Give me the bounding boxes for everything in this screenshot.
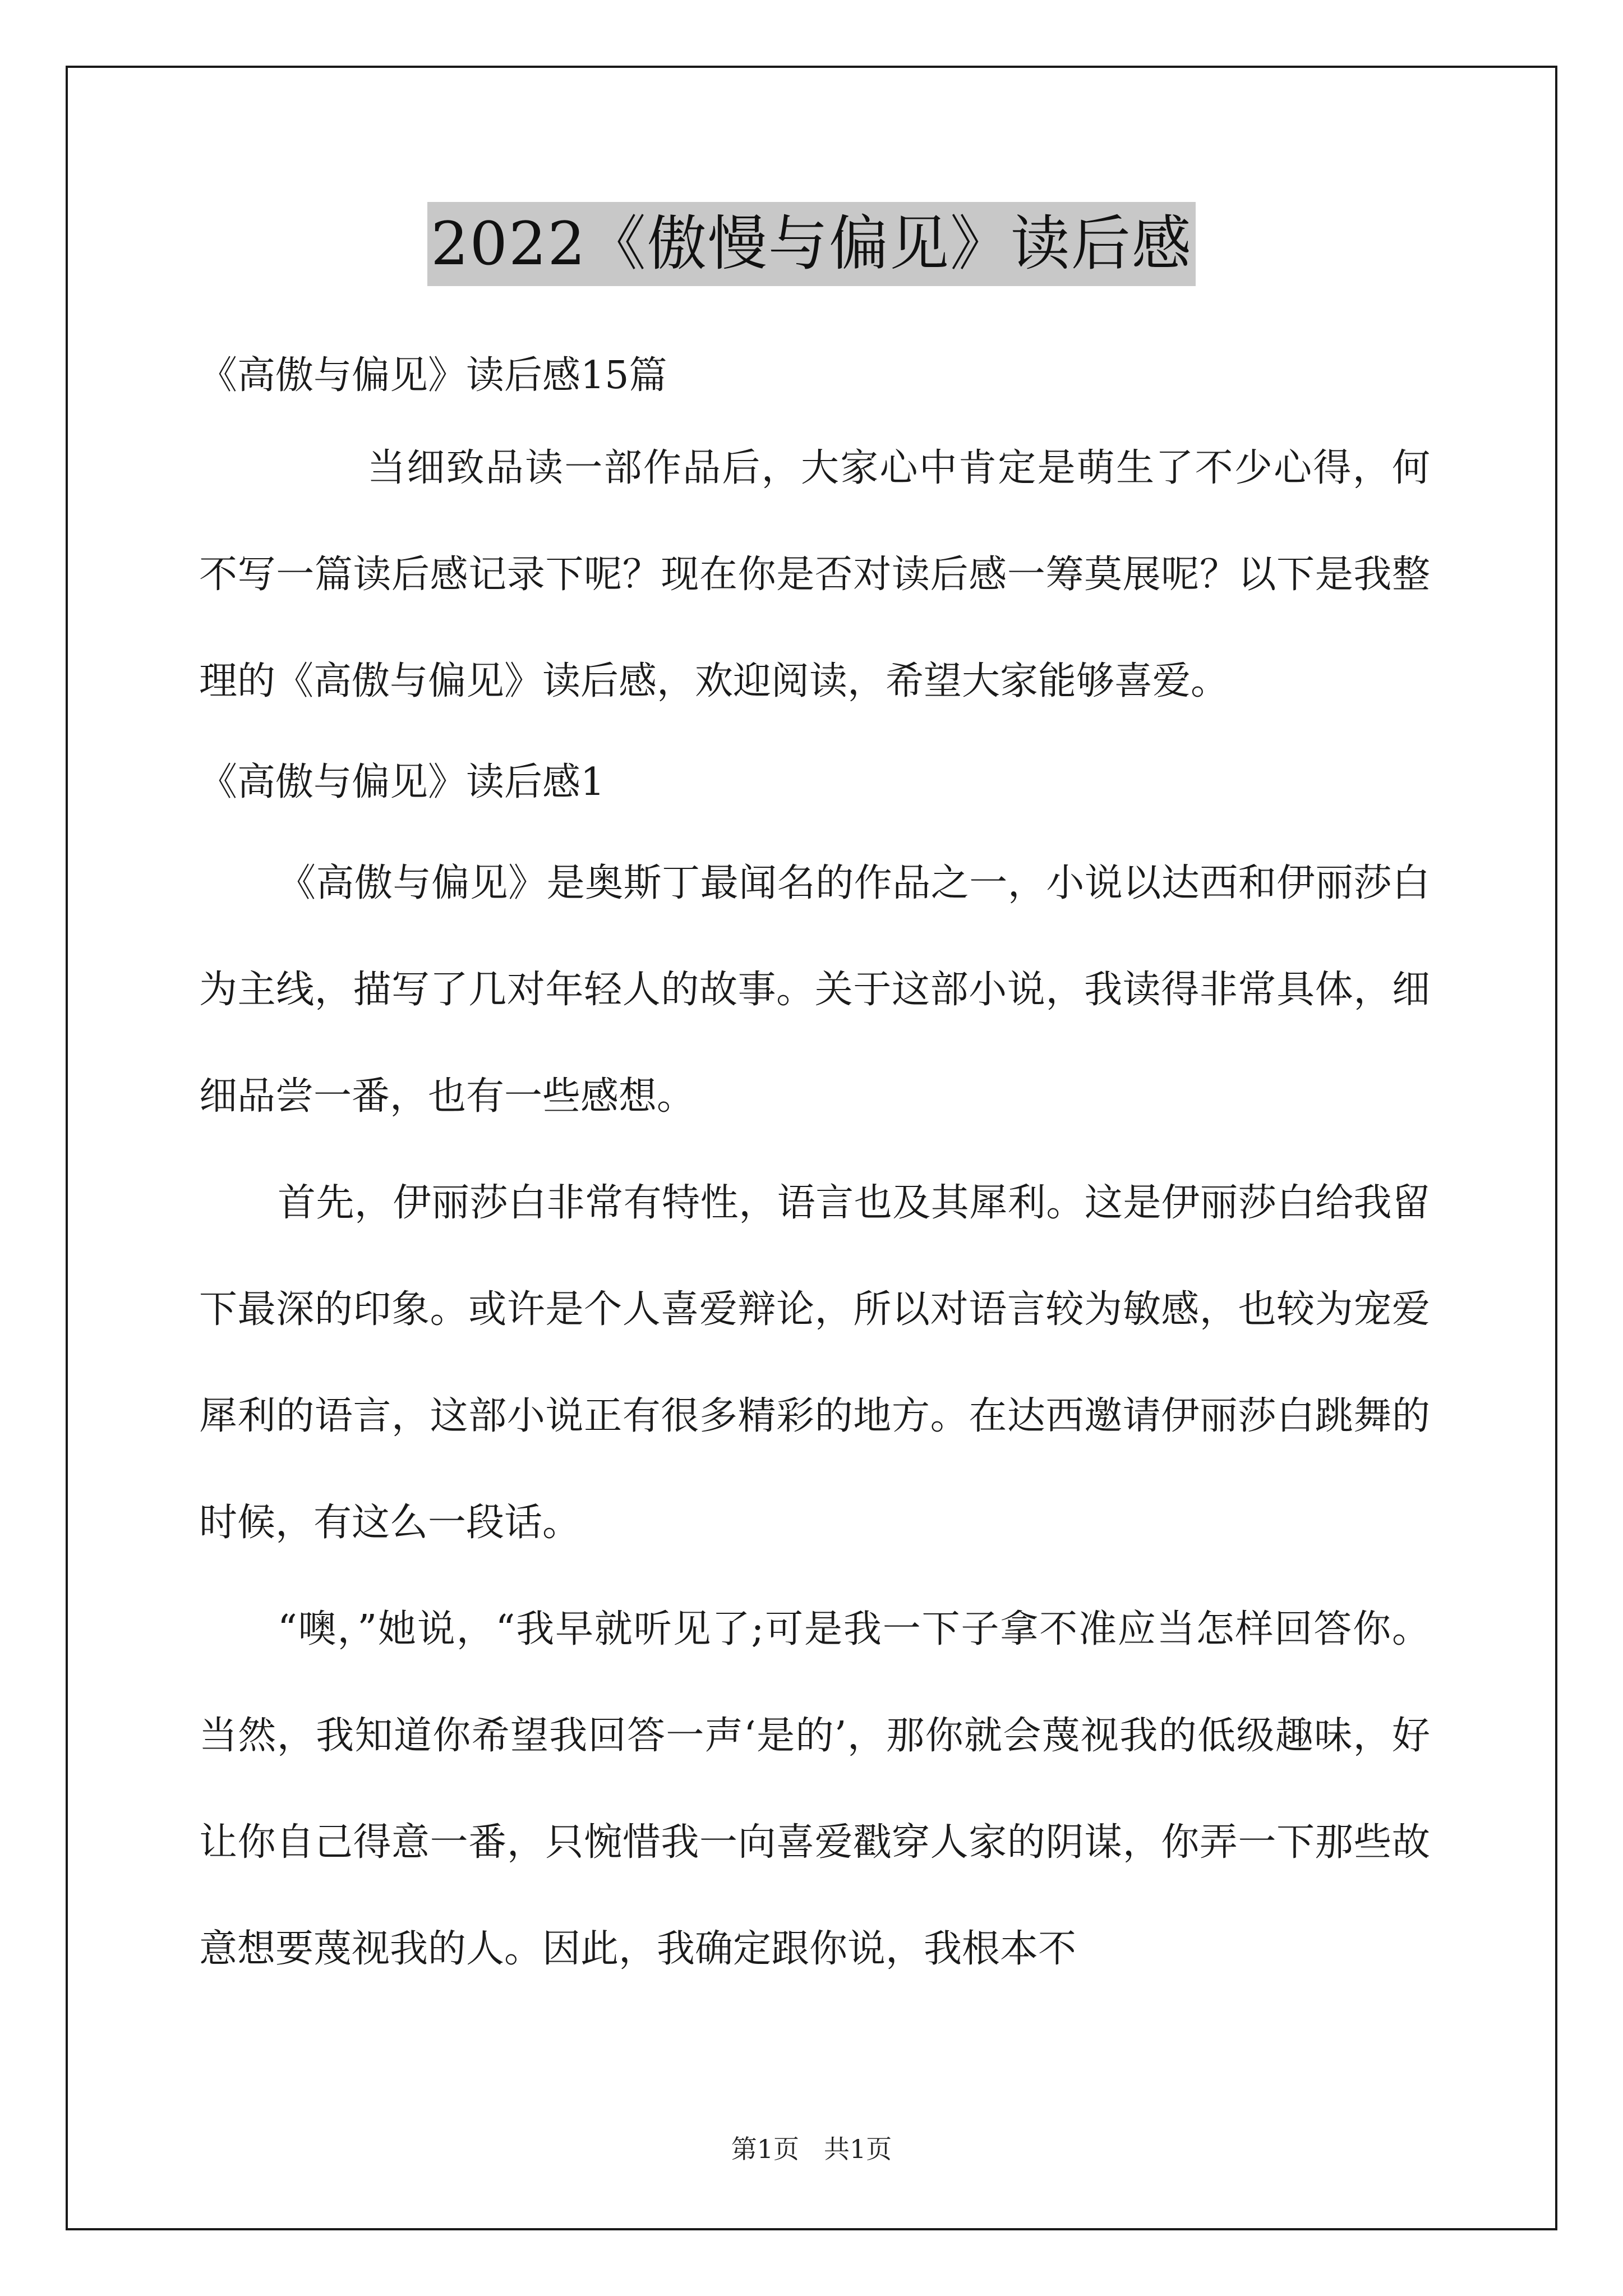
document-body <box>199 337 1430 2003</box>
intro-paragraph: 当细致品读一部作品后，大家心中肯定是萌生了不少心得，何不写一篇读后感记录下呢？现在你是否对读后感一筹莫展呢？以下是我整理的《高傲与偏见》读后感，欢迎阅读，希望大家能够喜爱。 <box>199 446 1430 703</box>
page-footer <box>0 2129 1623 2166</box>
document-title: 2022《傲慢与偏见》读后感 <box>427 202 1196 286</box>
page-number: 第1页 <box>731 2134 800 2164</box>
body-paragraph-1: 《高傲与偏见》是奥斯丁最闻名的作品之一，小说以达西和伊丽莎白为主线，描写了几对年轻人的故事。关于这部小说，我读得非常具体，细细品尝一番，也有一些感想。 <box>199 861 1430 1119</box>
body-paragraph-2: 首先，伊丽莎白非常有特性，语言也及其犀利。这是伊丽莎白给我留下最深的印象。或许是个人喜爱辩论，所以对语言较为敏感，也较为宠爱犀利的语言，这部小说正有很多精彩的地方。在达西邀请伊丽莎白跳舞的时候，有这么一段话。 <box>199 1181 1430 1545</box>
section-heading: 《高傲与偏见》读后感1 <box>199 760 605 804</box>
body-paragraph-3: “噢，”她说，“我早就听见了;可是我一下子拿不准应当怎样回答你。当然，我知道你希望我回答一声‘是的’，那你就会蔑视我的低级趣味，好让你自己得意一番，只惋惜我一向喜爱戳穿人家的阴谋，你弄一下那些故意想要蔑视我的人。因此，我确定跟你说，我根本不 <box>199 1607 1430 1971</box>
title-container <box>0 202 1623 286</box>
page-total: 共1页 <box>823 2134 892 2164</box>
document-subtitle: 《高傲与偏见》读后感15篇 <box>199 353 667 398</box>
